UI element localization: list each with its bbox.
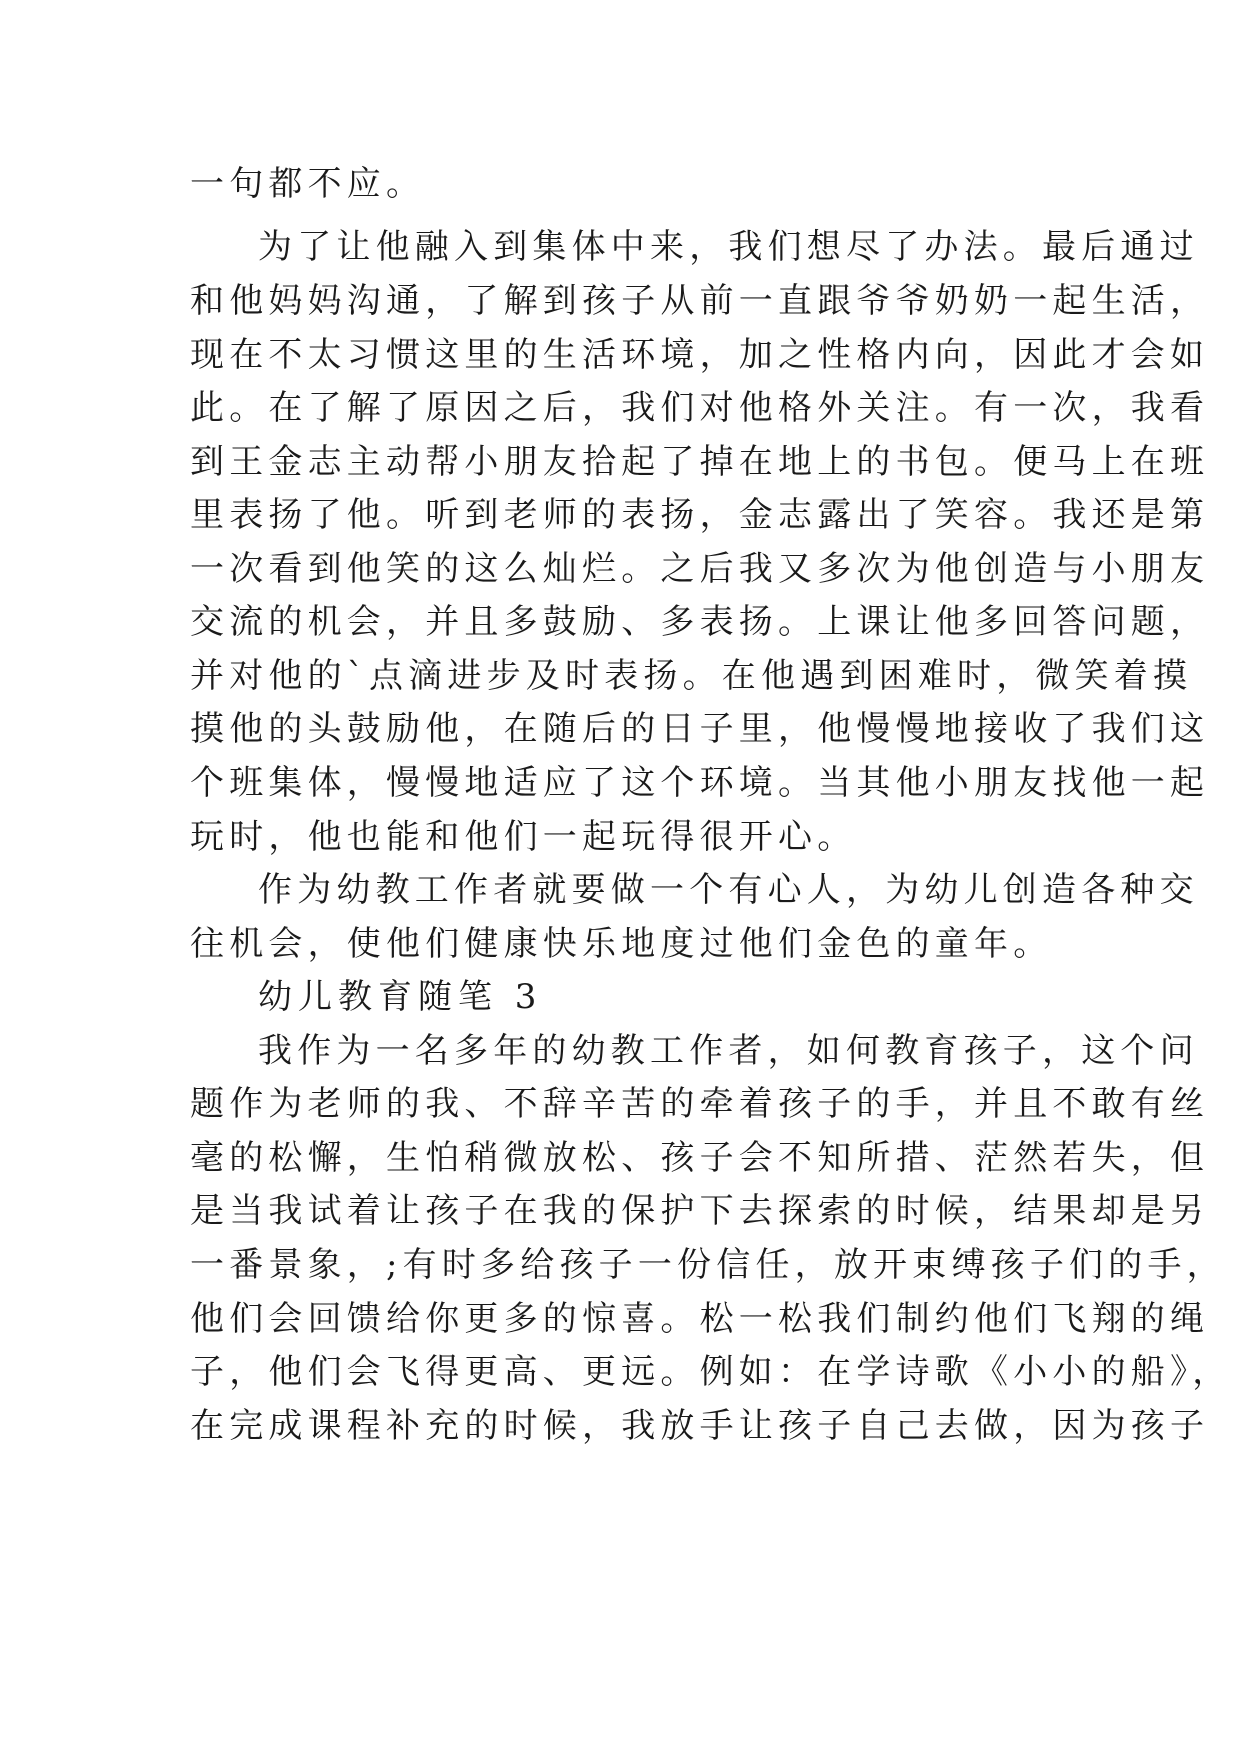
text-line: 他们会回馈给你更多的惊喜。松一松我们制约他们飞翔的绳 bbox=[190, 1299, 1210, 1339]
text-line: 往机会，使他们健康快乐地度过他们金色的童年。 bbox=[190, 924, 1053, 964]
text-line: 一次看到他笑的这么灿烂。之后我又多次为他创造与小朋友 bbox=[190, 549, 1210, 589]
text-line: 是当我试着让孩子在我的保护下去探索的时候，结果却是另 bbox=[190, 1191, 1210, 1231]
text-line: 里表扬了他。听到老师的表扬，金志露出了笑容。我还是第 bbox=[190, 495, 1210, 535]
text-line: 毫的松懈，生怕稍微放松、孩子会不知所措、茫然若失，但 bbox=[190, 1138, 1210, 1178]
text-line: 和他妈妈沟通，了解到孩子从前一直跟爷爷奶奶一起生活， bbox=[190, 281, 1210, 321]
text-line: 摸他的头鼓励他，在随后的日子里，他慢慢地接收了我们这 bbox=[190, 709, 1210, 749]
text-line: 在完成课程补充的时候，我放手让孩子自己去做，因为孩子 bbox=[190, 1406, 1210, 1446]
text-line: 此。在了解了原因之后，我们对他格外关注。有一次，我看 bbox=[190, 388, 1210, 428]
text-line: 子，他们会飞得更高、更远。例如：在学诗歌《小小的船》， bbox=[190, 1352, 1232, 1392]
text-line: 交流的机会，并且多鼓励、多表扬。上课让他多回答问题， bbox=[190, 602, 1210, 642]
text-line: 到王金志主动帮小朋友拾起了掉在地上的书包。便马上在班 bbox=[190, 442, 1210, 482]
section-heading: 幼儿教育随笔 3 bbox=[258, 977, 543, 1017]
text-line: 一句都不应。 bbox=[190, 164, 426, 204]
paragraph-line: 为了让他融入到集体中来，我们想尽了办法。最后通过 bbox=[258, 227, 1199, 267]
paragraph-line: 我作为一名多年的幼教工作者，如何教育孩子，这个问 bbox=[258, 1031, 1199, 1071]
text-line: 现在不太习惯这里的生活环境，加之性格内向，因此才会如 bbox=[190, 335, 1210, 375]
text-line: 题作为老师的我、不辞辛苦的牵着孩子的手，并且不敢有丝 bbox=[190, 1084, 1210, 1124]
paragraph-line: 作为幼教工作者就要做一个有心人，为幼儿创造各种交 bbox=[258, 870, 1199, 910]
text-line: 并对他的`点滴进步及时表扬。在他遇到困难时，微笑着摸 bbox=[190, 656, 1193, 696]
text-line: 个班集体，慢慢地适应了这个环境。当其他小朋友找他一起 bbox=[190, 763, 1210, 803]
text-line: 一番景象，;有时多给孩子一份信任，放开束缚孩子们的手， bbox=[190, 1245, 1226, 1285]
text-line: 玩时，他也能和他们一起玩得很开心。 bbox=[190, 817, 857, 857]
